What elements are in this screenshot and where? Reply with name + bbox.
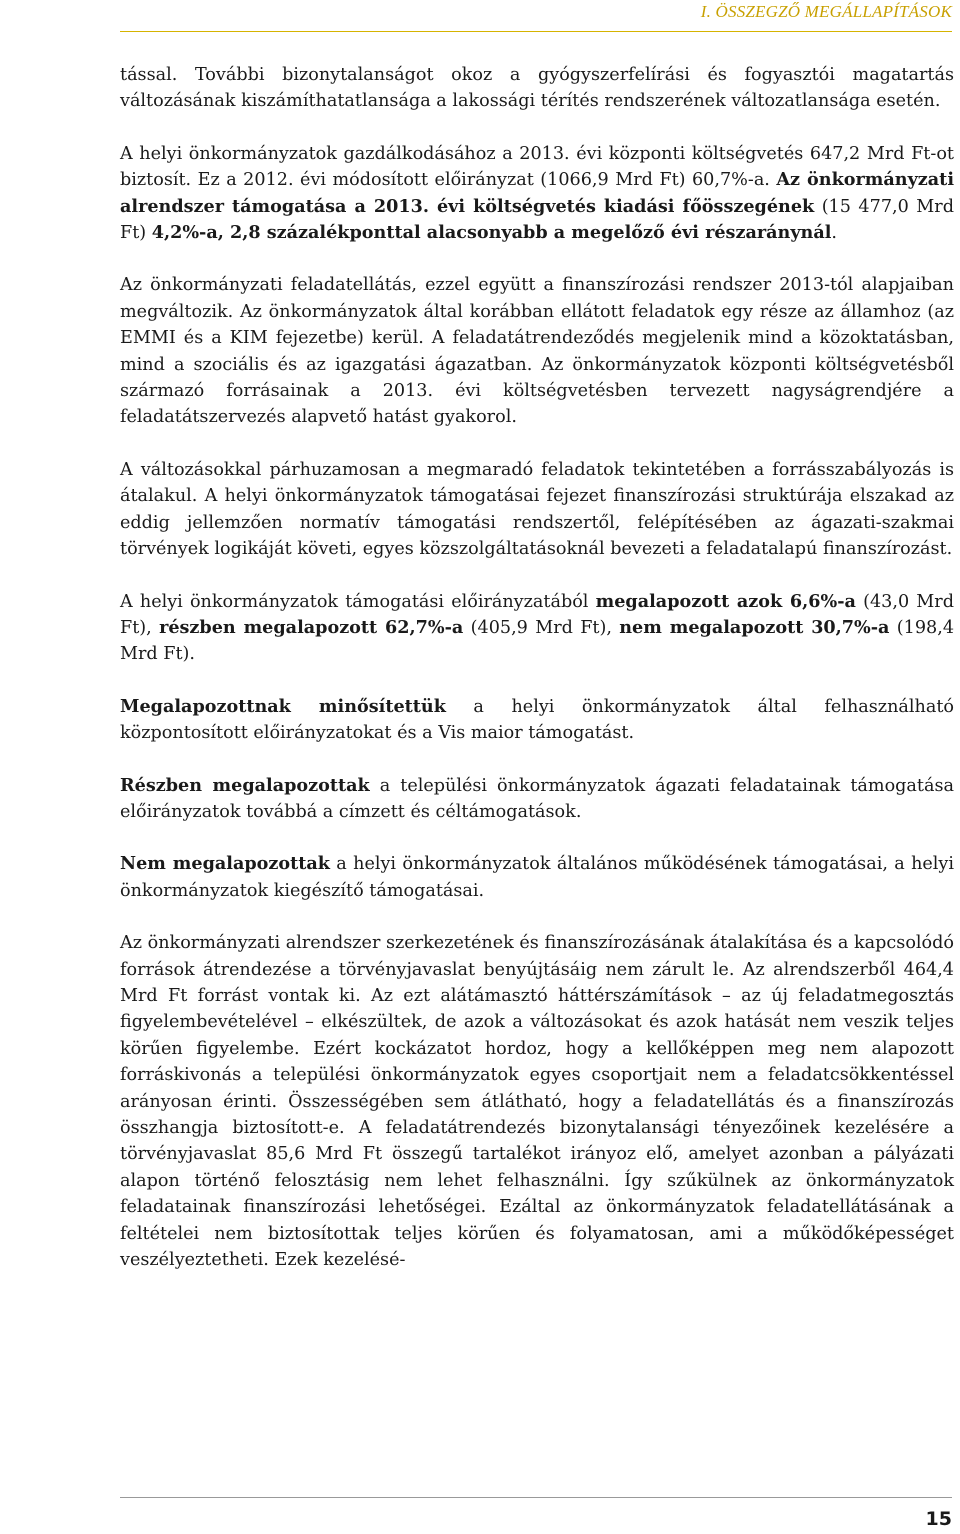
text-run: (15 477,0 Mrd Ft) xyxy=(120,196,954,244)
text-run: (198,4 Mrd Ft). xyxy=(120,617,955,665)
footer-rule xyxy=(120,1497,952,1498)
header-title: I. ÖSSZEGZŐ MEGÁLLAPÍTÁSOK xyxy=(700,2,952,21)
paragraph xyxy=(120,457,954,563)
document-body xyxy=(120,62,954,1273)
bold-text: 4,2%-a, 2,8 százalékponttal alacsonyabb a megelőző évi részaránynál xyxy=(151,222,832,244)
text-run: Az önkormányzati alrendszer szerkezetének és finanszírozásának átalakítása és a kapcsolódó források átrendezése a törvényjavaslat benyújtásáig nem zárult le. Az alrendszerből 464,4 Mrd Ft forrást vontak ki. Az ezt alátámasztó háttérszámítások – az új feladatmegosztás figyelembevételével – elkészültek, de azok a változásokat és azok hatását nem veszik teljes körűen figyelembe. Ezért kockázatot hordoz, hogy a kellőképpen meg nem alapozott forráskivonás a települési önkormányzatok egyes csoportjait nem a feladatcsökkentéssel arányosan érinti. Összességében sem átlátható, hogy a feladatellátás és a finanszírozás összhangja biztosított-e. A feladatátrendezés bizonytalansági tényezőinek kezelésére a törvényjavaslat 85,6 Mrd Ft összegű tartalékot irányoz elő, amelyet azonban a pályázati alapon történő felosztásig nem lehet felhasználni. Így szűkülnek az önkormányzatok feladatainak finanszírozási lehetőségei. Ezáltal az önkormányzatok feladatellátásának a feltételei nem biztosítottak teljes körűen és folyamatosan, ami a működőképességet veszélyeztetheti. Ezek kezelésé- xyxy=(120,933,954,1271)
text-run: a helyi önkormányzatok által felhasználható központosított előirányzatokat és a Vis maior támogatást. xyxy=(120,696,954,744)
paragraph xyxy=(120,851,954,904)
paragraph xyxy=(120,773,954,826)
paragraph xyxy=(120,272,954,430)
text-run: tással. További bizonytalanságot okoz a gyógyszerfelírási és fogyasztói magatartás változásának kiszámíthatatlansága a lakossági térítés rendszerének változatlansága esetén. xyxy=(120,65,954,112)
text-run: A változásokkal párhuzamosan a megmaradó feladatok tekintetében a forrásszabályozás is átalakul. A helyi önkormányzatok támogatásai fejezet finanszírozási struktúrája elszakad az eddig jellemzően normatív támogatási rendszertől, felépítésében az ágazati-szakmai törvények logikáját követi, egyes közszolgáltatásoknál bevezeti a feladatalapú finanszírozást. xyxy=(120,459,954,560)
paragraph xyxy=(120,694,954,747)
header-rule xyxy=(120,31,952,32)
text-run: a helyi önkormányzatok általános működésének támogatásai, a helyi önkormányzatok kiegészítő támogatásai. xyxy=(120,854,955,901)
bold-text: Megalapozottnak minősítettük xyxy=(120,695,446,717)
paragraph xyxy=(120,930,954,1273)
text-run: (43,0 Mrd Ft), xyxy=(120,591,954,638)
bold-text: Az önkormányzati alrendszer támogatása a 2013. évi költségvetés kiadási főösszegének xyxy=(120,169,954,217)
bold-text: Nem megalapozottak xyxy=(120,853,330,875)
page-number: 15 xyxy=(925,1508,952,1530)
bold-text: részben megalapozott 62,7%-a xyxy=(159,616,464,638)
bold-text: megalapozott azok 6,6%-a xyxy=(595,590,856,612)
page-header xyxy=(0,0,960,40)
text-run: . xyxy=(831,223,838,244)
bold-text: Részben megalapozottak xyxy=(120,774,370,796)
paragraph xyxy=(120,589,954,668)
text-run: (405,9 Mrd Ft), xyxy=(463,617,620,638)
text-run: A helyi önkormányzatok gazdálkodásához a 2013. évi központi költségvetés 647,2 Mrd Ft-ot biztosít. Ez a 2012. évi módosított előirányzat (1066,9 Mrd Ft) 60,7%-a. xyxy=(120,143,954,191)
text-run: Az önkormányzati feladatellátás, ezzel együtt a finanszírozási rendszer 2013-tól alapjaiban megváltozik. Az önkormányzatok által korábban ellátott feladatok egy része az államhoz (az EMMI és a KIM fejezetbe) kerül. A feladatátrendeződés megjelenik mind a közoktatásban, mind a szociális és az igazgatási ágazatban. Az önkormányzatok központi költségvetésből származó forrásainak a 2013. évi költségvetésben tervezett nagyságrendjére a feladatátszervezés alapvető hatást gyakorol. xyxy=(120,275,954,428)
bold-text: nem megalapozott 30,7%-a xyxy=(619,616,890,638)
paragraph xyxy=(120,141,954,247)
paragraph xyxy=(120,62,954,115)
text-run: A helyi önkormányzatok támogatási előirányzatából xyxy=(120,591,596,612)
text-run: a települési önkormányzatok ágazati feladatainak támogatása előirányzatok továbbá a címzett és céltámogatások. xyxy=(120,775,954,822)
